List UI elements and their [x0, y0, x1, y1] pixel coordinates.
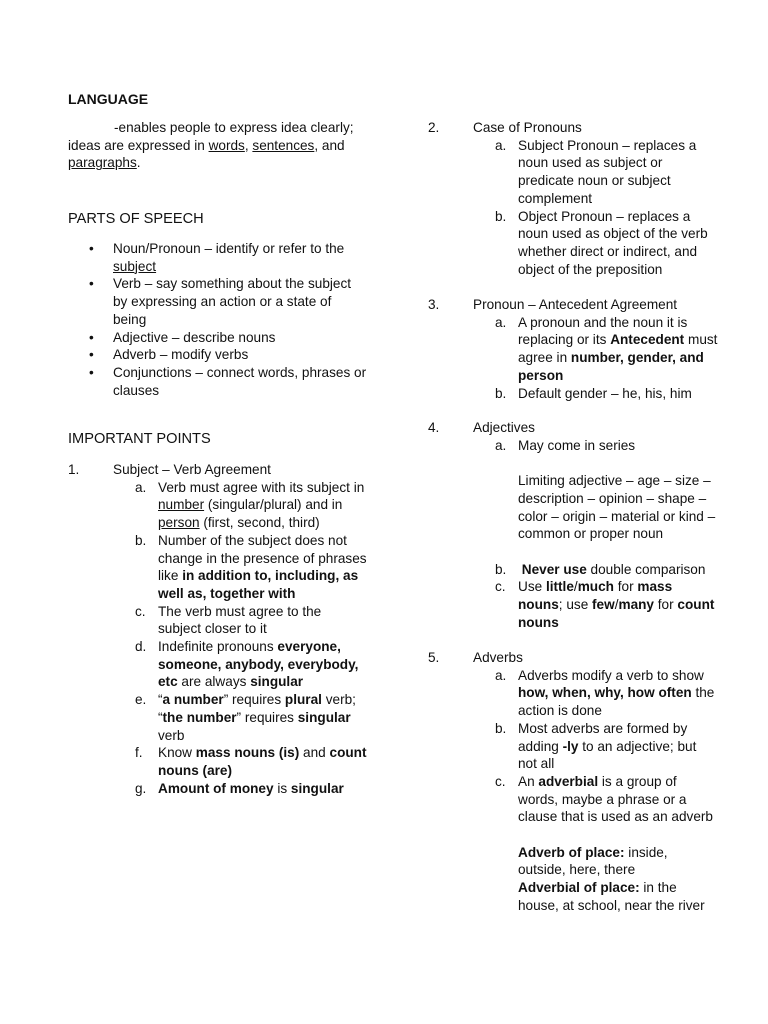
point-pronoun-antecedent [428, 296, 718, 402]
sub-letter: a. [495, 437, 507, 453]
sub-letter: c. [495, 773, 506, 789]
sub-letter: b. [495, 208, 507, 224]
bold-label: Adverbial of place: [518, 880, 640, 896]
bold-text: a number [162, 692, 224, 708]
sub-item [428, 208, 718, 279]
sub-letter: d. [135, 639, 147, 655]
point-case-of-pronouns [428, 119, 718, 278]
separator: , and [314, 137, 345, 153]
bullet-icon: • [89, 347, 94, 363]
point-heading: Pronoun – Antecedent Agreement [473, 297, 678, 312]
sub-text: May come in series [518, 437, 636, 453]
sub-letter: c. [135, 603, 146, 619]
bold-text: much [577, 579, 614, 595]
point-heading: Adjectives [473, 420, 535, 435]
sub-item [68, 532, 368, 603]
sub-item [68, 638, 368, 691]
bullet-icon: • [89, 364, 94, 380]
sub-letter: a. [495, 314, 507, 330]
sub-item [428, 437, 718, 455]
important-points-heading: IMPORTANT POINTS [68, 431, 211, 447]
sub-text: Default gender – he, his, him [518, 385, 692, 401]
sub-text: is [273, 780, 291, 796]
list-item [68, 275, 368, 328]
sub-text: ” requires [236, 709, 298, 725]
spacer [428, 543, 718, 561]
sub-text: Use [518, 579, 546, 595]
bullet-icon: • [89, 276, 94, 292]
sub-letter: a. [135, 479, 147, 495]
sub-text: for [613, 579, 638, 595]
sub-text: verb [158, 727, 185, 743]
sub-text: double comparison [586, 561, 706, 577]
language-title: LANGUAGE [68, 91, 149, 107]
bold-text: count nouns [518, 597, 715, 630]
sub-letter: b. [495, 385, 507, 401]
sub-letter: b. [495, 720, 507, 736]
sub-item [428, 385, 718, 403]
list-item [68, 346, 368, 364]
bold-text: the number [162, 709, 237, 725]
sub-text: ; use [558, 597, 593, 612]
sub-text: Adverbs modify a verb to show [518, 667, 704, 683]
sub-text: A pronoun and the noun it is replacing or its [518, 314, 688, 348]
sub-text: Most adverbs are formed by adding [518, 720, 688, 754]
sub-text: verb; “ [158, 692, 356, 725]
language-desc-text: -enables people to express idea clearly; ideas are expressed in [68, 120, 354, 153]
bold-text: singular [290, 780, 344, 796]
sub-text: ” requires [223, 692, 285, 708]
item-text: Noun/Pronoun – identify or refer to the [113, 241, 345, 256]
bold-text: many [618, 597, 654, 612]
term-words: words [208, 137, 245, 153]
bold-text: singular [250, 674, 304, 690]
separator: , [244, 137, 253, 153]
sub-text: Know [158, 745, 196, 761]
sub-text: the action is done [518, 685, 715, 719]
item-text: Adjective – describe nouns [113, 329, 276, 345]
sub-item [428, 314, 718, 385]
language-description [68, 119, 368, 172]
point-heading: Adverbs [473, 650, 523, 665]
sub-text: are always [177, 674, 251, 690]
bold-text: Antecedent [610, 332, 685, 348]
bullet-icon: • [89, 329, 94, 345]
sub-item [68, 603, 368, 638]
term-sentences: sentences [252, 137, 315, 153]
sub-item [68, 744, 368, 779]
sub-item [428, 137, 718, 208]
sub-text: Subject Pronoun – replaces a noun used as subject or predicate noun or subject complement [518, 137, 697, 206]
sub-text: to an adjective; but not all [518, 738, 697, 772]
sub-text: / [573, 579, 578, 595]
bold-text: number, gender, and person [518, 350, 704, 383]
sub-text: Indefinite pronouns [158, 639, 278, 655]
item-number: 1. [68, 462, 80, 477]
sub-letter: b. [495, 561, 507, 577]
bold-text: how, when, why, how often [518, 685, 692, 701]
sub-letter: c. [495, 579, 506, 595]
sub-letter: a. [495, 667, 507, 683]
sub-text: in the house, at school, near the river [518, 880, 705, 913]
bullet-icon: • [89, 241, 94, 256]
bold-text: in addition to, including, as well as, together with [158, 568, 359, 601]
item-text: Adverb – modify verbs [113, 347, 249, 363]
sub-text: Verb must agree with its subject in [158, 479, 365, 495]
list-item [68, 364, 368, 399]
sub-item [428, 561, 718, 579]
list-item [68, 329, 368, 347]
sub-text: inside, outside, here, there [518, 844, 668, 878]
bold-text: mass nouns [518, 579, 673, 612]
sub-item [68, 780, 368, 798]
point-subject-verb-agreement [68, 461, 368, 797]
sub-letter: g. [135, 780, 147, 796]
sub-text: (singular/plural) and in [204, 497, 343, 513]
sub-text: The verb must agree to the subject closer to it [158, 603, 322, 637]
bold-text: Never use [521, 561, 587, 577]
sub-item [428, 720, 718, 773]
point-adjectives [428, 419, 718, 631]
bold-text: mass nouns (is) [195, 745, 300, 761]
bold-text: everyone, someone, anybody, everybody, etc [158, 639, 359, 690]
bold-text: few [592, 597, 615, 612]
sub-letter: a. [495, 137, 507, 153]
sub-letter: f. [135, 745, 143, 761]
term-subject: subject [113, 258, 157, 274]
item-number: 2. [428, 120, 440, 135]
sub-item [428, 773, 718, 826]
term-paragraphs: paragraphs [68, 155, 137, 171]
bold-text: plural [284, 692, 322, 708]
sub-text: (first, second, third) [199, 515, 320, 531]
sub-text: must agree in [518, 332, 718, 366]
item-text: Conjunctions – connect words, phrases or clauses [113, 364, 367, 398]
spacer [428, 826, 718, 844]
list-item [68, 240, 368, 275]
sub-text: is a group of words, maybe a phrase or a clause that is used as an adverb [518, 773, 713, 825]
adjective-order: Limiting adjective – age – size – description – opinion – shape – color – origin – material or kind – common or proper noun [518, 473, 716, 542]
sub-item [428, 578, 718, 631]
sub-text: An [518, 773, 539, 789]
sub-letter: e. [135, 692, 147, 708]
adverbial-of-place [428, 879, 718, 914]
term-number: number [158, 497, 205, 513]
item-number: 4. [428, 420, 440, 435]
bold-text: adverbial [538, 773, 599, 789]
bold-text: count nouns (are) [158, 745, 367, 778]
period: . [136, 155, 141, 171]
parts-of-speech-heading: PARTS OF SPEECH [68, 211, 204, 227]
bold-text: singular [297, 709, 351, 725]
bold-text: Amount of money [158, 780, 274, 796]
sub-letter: b. [135, 532, 147, 548]
sub-text: / [614, 597, 619, 612]
spacer [428, 454, 718, 472]
parts-of-speech-list [68, 240, 368, 399]
item-text: Verb – say something about the subject by expressing an action or a state of being [113, 276, 352, 327]
bold-text: -ly [562, 738, 579, 754]
sub-text: and [299, 745, 330, 761]
point-adverbs [428, 649, 718, 915]
sub-text: for [654, 597, 678, 612]
bold-label: Adverb of place: [518, 844, 625, 860]
sub-text: Number of the subject does not change in the presence of phrases like [158, 532, 367, 584]
point-heading: Case of Pronouns [473, 120, 582, 135]
term-person: person [158, 515, 200, 531]
point-heading: Subject – Verb Agreement [113, 462, 271, 477]
bold-text: little [545, 579, 574, 595]
adverb-of-place [428, 844, 718, 879]
sub-item [428, 667, 718, 720]
sub-item [68, 691, 368, 744]
quote-mark: “ [158, 692, 163, 708]
item-number: 5. [428, 650, 440, 665]
sub-text: Object Pronoun – replaces a noun used as object of the verb whether direct or indirect, and object of the preposition [518, 208, 708, 277]
sub-item [68, 479, 368, 532]
item-number: 3. [428, 297, 440, 312]
